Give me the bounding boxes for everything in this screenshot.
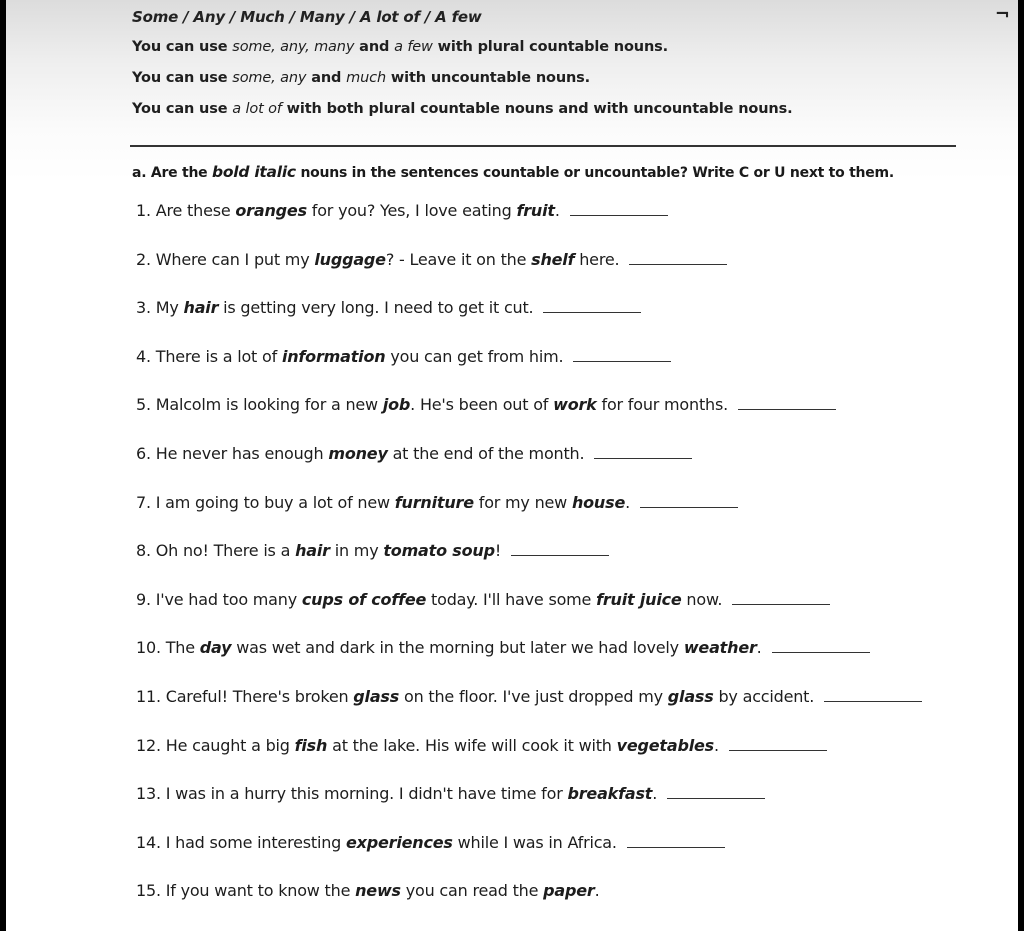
sentence-text: . <box>625 492 630 512</box>
answer-blank[interactable] <box>594 457 692 459</box>
answer-blank[interactable] <box>729 749 827 751</box>
sentence-text: at the end of the month. <box>387 444 585 463</box>
target-noun: work <box>553 395 597 415</box>
exercise-item <box>136 784 765 803</box>
target-noun: glass <box>353 687 400 706</box>
sentence-text: ? - Leave it on the <box>385 249 532 269</box>
answer-blank[interactable] <box>772 651 870 653</box>
sentence-text: for my new <box>473 492 572 512</box>
sentence-text: is getting very long. I need to get it cut. <box>218 298 534 318</box>
target-noun: vegetables <box>616 735 714 755</box>
target-noun: breakfast <box>567 784 653 804</box>
exercise-item <box>136 201 668 220</box>
sentence-text: 2. Where can I put my <box>136 249 315 269</box>
exercise-item <box>136 833 725 852</box>
exercise-item <box>136 736 827 755</box>
target-noun: luggage <box>314 249 386 269</box>
exercise-item <box>136 493 738 512</box>
grammar-rule: You can use some, any, many and a few with plural countable nouns. <box>132 39 668 55</box>
sentence-text: 4. There is a lot of <box>136 346 282 366</box>
target-noun: hair <box>183 298 219 318</box>
sentence-text: for you? Yes, I love eating <box>306 201 517 220</box>
sentence-text: . <box>713 735 719 755</box>
answer-blank[interactable] <box>640 506 738 508</box>
exercise-item <box>136 444 692 463</box>
sentence-text: 10. The <box>136 638 200 658</box>
sentence-text: 5. Malcolm is looking for a new <box>136 395 383 415</box>
answer-blank[interactable] <box>627 846 725 848</box>
target-noun: house <box>571 492 626 512</box>
exercise-item <box>136 590 830 609</box>
sentence-text: at the lake. His wife will cook it with <box>327 735 617 755</box>
exercise-item <box>136 638 870 657</box>
sentence-text: 11. Careful! There's broken <box>136 687 354 706</box>
sentence-text: 7. I am going to buy a lot of new <box>136 492 395 512</box>
answer-blank[interactable] <box>511 554 609 556</box>
sentence-text: ! <box>494 541 502 561</box>
sentence-text: . <box>652 784 658 804</box>
exercise-instruction: a. Are the bold italic nouns in the sentences countable or uncountable? Write C or U next to them. <box>132 163 894 181</box>
sentence-text: you can read the <box>400 881 544 901</box>
answer-blank[interactable] <box>732 603 830 605</box>
worksheet-title: Some / Any / Much / Many / A lot of / A few <box>132 8 482 26</box>
sentence-text: 12. He caught a big <box>136 735 295 755</box>
target-noun: job <box>382 395 411 415</box>
sentence-text: by accident. <box>713 687 815 706</box>
target-noun: news <box>355 881 401 901</box>
answer-blank[interactable] <box>824 700 922 702</box>
sentence-text: 15. If you want to know the <box>136 881 356 901</box>
sentence-text: 3. My <box>136 298 184 318</box>
grammar-rule: You can use some, any and much with uncountable nouns. <box>132 70 591 86</box>
target-noun: cups of coffee <box>301 589 427 609</box>
target-noun: shelf <box>531 249 575 269</box>
sentence-text: was wet and dark in the morning but later we had lovely <box>231 638 684 658</box>
target-noun: weather <box>683 638 757 658</box>
answer-blank[interactable] <box>543 311 641 313</box>
target-noun: money <box>328 444 388 463</box>
exercise-item <box>136 395 836 414</box>
sentence-text: while I was in Africa. <box>452 832 617 852</box>
sentence-text: on the floor. I've just dropped my <box>399 687 668 706</box>
target-noun: day <box>199 638 232 658</box>
answer-blank[interactable] <box>570 214 668 216</box>
sentence-text: now. <box>681 589 723 609</box>
sentence-text: 13. I was in a hurry this morning. I didn't have time for <box>136 784 568 804</box>
worksheet-page <box>6 0 1018 931</box>
exercise-item <box>136 881 599 900</box>
sentence-text: 1. Are these <box>136 201 236 220</box>
grammar-rule: You can use a lot of with both plural countable nouns and with uncountable nouns. <box>132 101 793 117</box>
target-noun: paper <box>543 881 595 901</box>
target-noun: tomato soup <box>383 541 495 561</box>
sentence-text: . <box>594 881 600 901</box>
answer-blank[interactable] <box>629 263 727 265</box>
section-divider <box>130 145 956 147</box>
answer-blank[interactable] <box>667 797 765 799</box>
exercise-item <box>136 250 727 269</box>
sentence-text: in my <box>329 541 384 561</box>
corner-mark: ¬ <box>994 4 1010 25</box>
target-noun: furniture <box>394 492 474 512</box>
sentence-text: 8. Oh no! There is a <box>136 541 296 561</box>
sentence-text: you can get from him. <box>385 346 564 366</box>
sentence-text: . <box>756 638 762 658</box>
exercise-item <box>136 687 922 706</box>
sentence-text: 9. I've had too many <box>136 589 302 609</box>
sentence-text: for four months. <box>596 395 728 415</box>
target-noun: fish <box>294 735 328 755</box>
exercise-item <box>136 541 609 560</box>
answer-blank[interactable] <box>738 408 836 410</box>
sentence-text: today. I'll have some <box>426 589 597 609</box>
target-noun: oranges <box>235 201 307 220</box>
exercise-item <box>136 298 641 317</box>
sentence-text: 14. I had some interesting <box>136 832 346 852</box>
target-noun: fruit juice <box>596 589 682 609</box>
target-noun: glass <box>667 687 714 706</box>
sentence-text: . He's been out of <box>410 395 554 415</box>
target-noun: hair <box>295 541 330 561</box>
sentence-text: 6. He never has enough <box>136 444 329 463</box>
target-noun: information <box>281 346 386 366</box>
sentence-text: . <box>554 201 560 220</box>
answer-blank[interactable] <box>573 360 671 362</box>
sentence-text: here. <box>574 249 620 269</box>
target-noun: fruit <box>516 201 555 220</box>
exercise-item <box>136 347 671 366</box>
target-noun: experiences <box>345 832 453 852</box>
